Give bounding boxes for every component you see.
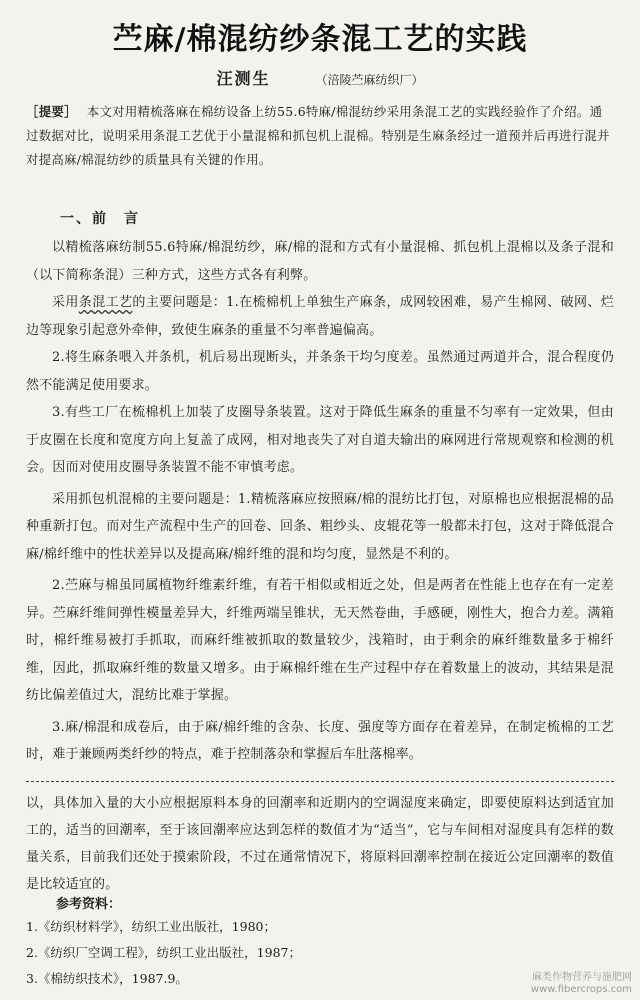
reference-item: 1.《纺织材料学》，纺织工业出版社，1980；: [26, 919, 276, 934]
watermark-url: www.fibercrops.com: [530, 984, 632, 995]
paragraph-text: 采用: [52, 295, 79, 310]
watermark-line: 麻类作物营养与施肥网: [532, 972, 632, 983]
section-heading: 一、前 言: [60, 211, 140, 227]
paragraph: [26, 289, 614, 344]
paragraph: 2.将生麻条喂入并条机，机后易出现断头，并条条干均匀度差。虽然通过两道并合，混合程度仍然不能满足使用要求。: [26, 350, 614, 393]
paragraph: 采用抓包机混棉的主要问题是：1.精梳落麻应按照麻/棉的混纺比打包，对原棉也应根据混棉的品种重新打包。而对生产流程中生产的回卷、回条、粗纱头、皮辊花等一般都未打包，这对于降低混合麻/棉纤维中的性状差异以及提高麻/棉纤维的混和均匀度，显然是不利的。: [26, 491, 614, 562]
page-title: 苎麻/棉混纺纱条混工艺的实践: [112, 22, 528, 57]
continuation-text: 以，具体加入量的大小应根据原料本身的回潮率和近期内的空调湿度来确定，即要使原料达到适宜加工的，适当的回潮率，至于该回潮率应达到怎样的数值才为“适当”，它与车间相对湿度具有怎样的数量关系，目前我们还处于摸索阶段，不过在通常情况下，将原料回潮率控制在接近公定回潮率的数值是比较适宜的。: [26, 796, 614, 892]
paragraph: 以精梳落麻纺制55.6特麻/棉混纺纱，麻/棉的混和方式有小量混棉、抓包机上混棉以及条子混和（以下简称条混）三种方式，这些方式各有利弊。: [26, 240, 614, 283]
reference-item: 3.《棉纺织技术》，1987.9。: [26, 971, 188, 986]
reference-item: 2.《纺织厂空调工程》，纺织工业出版社，1987；: [26, 945, 301, 960]
paragraph: 2.苎麻与棉虽同属植物纤维素纤维，有若干相似或相近之处，但是两者在性能上也存在有一定差异。苎麻纤维间弹性模量差异大，纤维两端呈锥状，无天然卷曲，手感硬，刚性大，抱合力差。满箱时，棉纤维易被打手抓取，而麻纤维被抓取的数量较少，浅箱时，由于剩余的麻纤维数量多于棉纤维，因此，抓取麻纤维的数量又增多。由于麻棉纤维在生产过程中存在着数量上的波动，其结果是混纺比偏差值过大，混纺比难于掌握。: [26, 578, 614, 703]
paragraph-text: 的主要问题是：1.在梳棉机上单独生产麻条，成网较困难，易产生棉网、破网、烂边等现象引起意外牵伸，致使生麻条的重量不匀率普遍偏高。: [26, 295, 614, 338]
references-list: [26, 914, 614, 992]
watermark: [531, 972, 632, 996]
paragraph: 3.有些工厂在梳棉机上加装了皮圈导条装置。这对于降低生麻条的重量不匀率有一定效果，但由于皮圈在长度和宽度方向上复盖了成网，相对地丧失了对自道夫输出的麻网进行常规观察和检测的机会。因而对使用皮圈导条装置不能不审慎考虑。: [26, 405, 614, 475]
references-heading: 参考资料：: [56, 897, 122, 912]
byline: [0, 66, 640, 89]
abstract-label: ［提要］: [26, 104, 77, 119]
underlined-term: 条混工艺: [78, 295, 133, 310]
author-affiliation: （涪陵苎麻纺织厂）: [315, 73, 424, 87]
abstract-text: 本文对用精梳落麻在棉纺设备上纺55.6特麻/棉混纺纱采用条混工艺的实践经验作了介绍。通过数据对比，说明采用条混工艺优于小量混棉和抓包机上混棉。特别是生麻条经过一道预并后再进行混并对提高麻/棉混纺纱的质量具有关键的作用。: [26, 104, 610, 167]
column-divider: [26, 781, 614, 782]
body-text: [26, 234, 614, 769]
paragraph: 3.麻/棉混和成卷后，由于麻/棉纤维的含杂、长度、强度等方面存在着差异，在制定梳棉的工艺时，难于兼顾两类纤纱的特点，难于控制落杂和掌握后车肚落棉率。: [26, 719, 614, 762]
abstract: [26, 100, 610, 172]
author-name: 汪测生: [216, 69, 271, 88]
